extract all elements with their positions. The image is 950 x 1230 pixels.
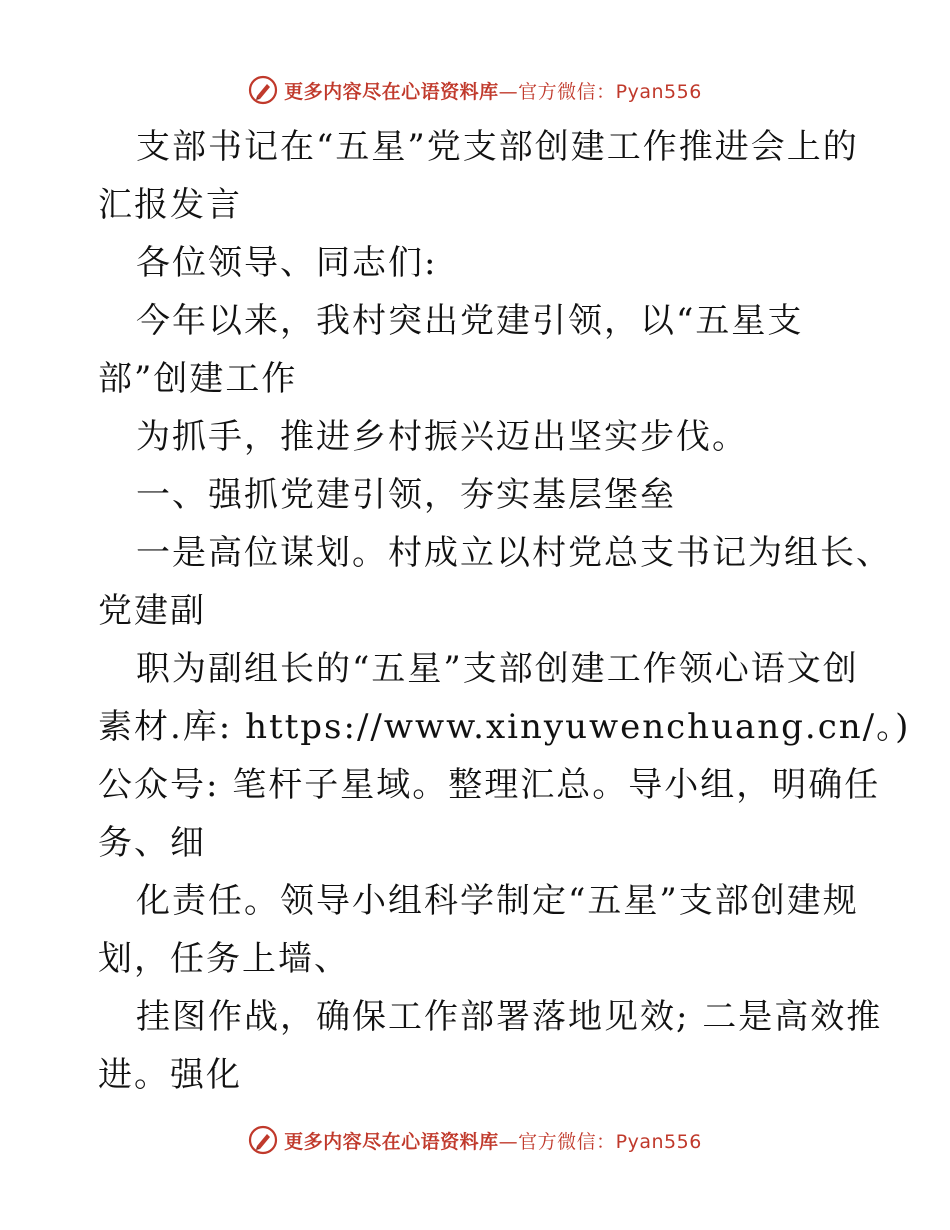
text-line: 汇报发言 [98,185,242,225]
footer-watermark [0,1120,950,1160]
text-line: 化责任。领导小组科学制定“五星”支部创建规 [136,881,859,921]
header-watermark [0,70,950,110]
text-line: 划，任务上墙、 [98,939,350,979]
pen-logo-icon [248,1125,278,1155]
text-line: 务、细 [98,823,206,863]
pen-logo-icon [248,75,278,105]
watermark-main: 更多内容尽在心语资料库 [284,80,499,103]
watermark-text [284,77,702,104]
watermark-sub: —官方微信：Pyan556 [498,1130,702,1153]
watermark-text [284,1127,702,1154]
text-line: 挂图作战，确保工作部署落地见效; 二是高效推 [136,997,883,1037]
watermark-main: 更多内容尽在心语资料库 [284,1130,499,1153]
text-line: 职为副组长的“五星”支部创建工作领心语文创 [136,649,859,689]
text-line: 一、强抓党建引领，夯实基层堡垒 [136,475,676,515]
text-line: 各位领导、同志们: [136,243,438,283]
text-line: 进。强化 [98,1055,242,1095]
text-line: 素材.库: https://www.xinyuwenchuang.cn/。) [98,707,911,747]
watermark-sub: —官方微信：Pyan556 [498,80,702,103]
text-line: 一是高位谋划。村成立以村党总支书记为组长、 [136,533,892,573]
text-line: 为抓手，推进乡村振兴迈出坚实步伐。 [136,417,748,457]
text-line: 党建副 [98,591,206,631]
document-body [98,118,911,1104]
text-line: 公众号: 笔杆子星域。整理汇总。导小组，明确任 [98,765,881,805]
text-line: 部”创建工作 [98,359,298,399]
text-line: 支部书记在“五星”党支部创建工作推进会上的 [136,127,859,167]
text-line: 今年以来，我村突出党建引领，以“五星支 [136,301,804,341]
